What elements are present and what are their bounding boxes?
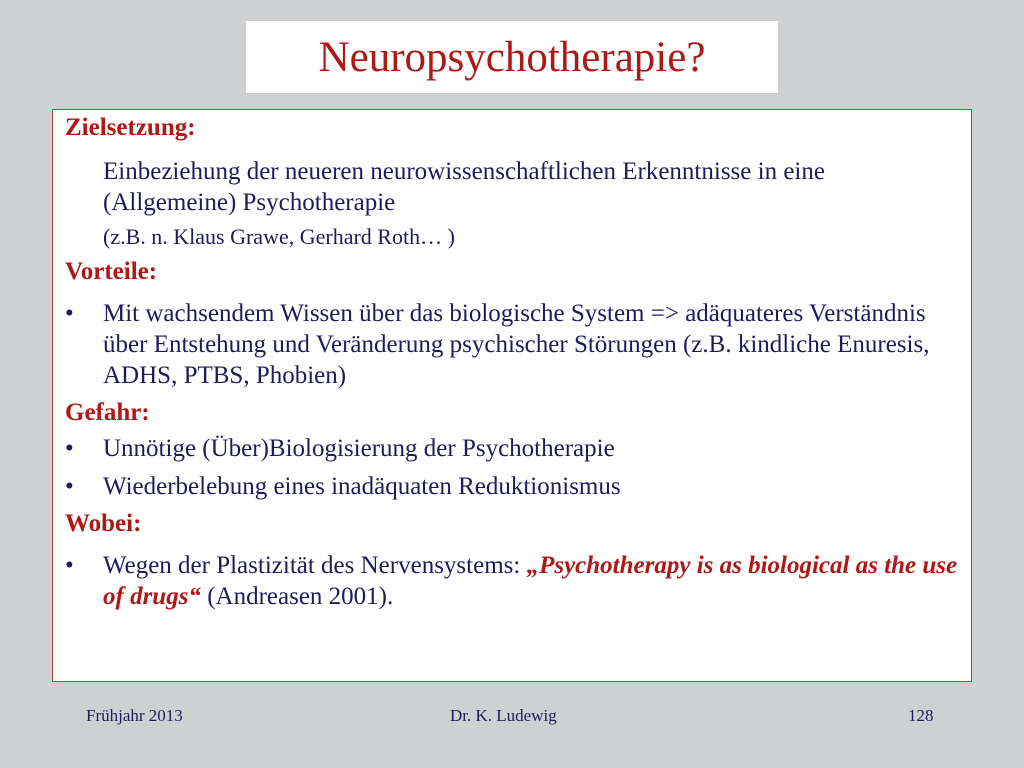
footer-author: Dr. K. Ludewig: [450, 706, 557, 725]
gefahr-item-text: Wiederbelebung eines inadäquaten Reduktionismus: [103, 473, 621, 500]
heading-zielsetzung: Zielsetzung:: [65, 114, 196, 141]
heading-vorteile: Vorteile:: [65, 258, 158, 285]
vorteile-item-text: Mit wachsendem Wissen über das biologische System => adäquateres Verständnis über Entstehung und Veränderung psychischer Störungen (z.B. kindliche Enuresis, ADHS, PTBS, Phobien): [103, 300, 930, 389]
gefahr-item-text: Unnötige (Über)Biologisierung der Psychotherapie: [103, 435, 615, 462]
content: [65, 112, 959, 612]
footer-date: Frühjahr 2013: [86, 706, 183, 725]
content-box: [52, 109, 972, 682]
wobei-item-prefix: Wegen der Plastizität des Nervensystems:: [103, 552, 527, 579]
wobei-item-suffix: (Andreasen 2001).: [200, 583, 394, 610]
bullet-marker: •: [65, 435, 74, 462]
zielsetzung-note: (z.B. n. Klaus Grawe, Gerhard Roth… ): [103, 224, 455, 249]
heading-gefahr: Gefahr:: [65, 399, 150, 426]
gefahr-item: [65, 471, 959, 502]
bullet-marker: •: [65, 300, 74, 327]
bullet-marker: •: [65, 473, 74, 500]
bullet-marker: •: [65, 552, 74, 579]
footer-page-number: 128: [908, 706, 934, 725]
gefahr-item: [65, 433, 959, 464]
zielsetzung-text: Einbeziehung der neueren neurowissenschaftlichen Erkenntnisse in eine (Allgemeine) Psychotherapie: [103, 158, 825, 216]
wobei-item-quote: „Psychotherapy is as biological as the use of drugs“: [103, 552, 958, 610]
heading-wobei: Wobei:: [65, 510, 142, 537]
slide-title: Neuropsychotherapie?: [318, 33, 706, 81]
vorteile-item: [65, 298, 959, 391]
title-box: [246, 21, 778, 93]
wobei-item: [65, 550, 959, 612]
